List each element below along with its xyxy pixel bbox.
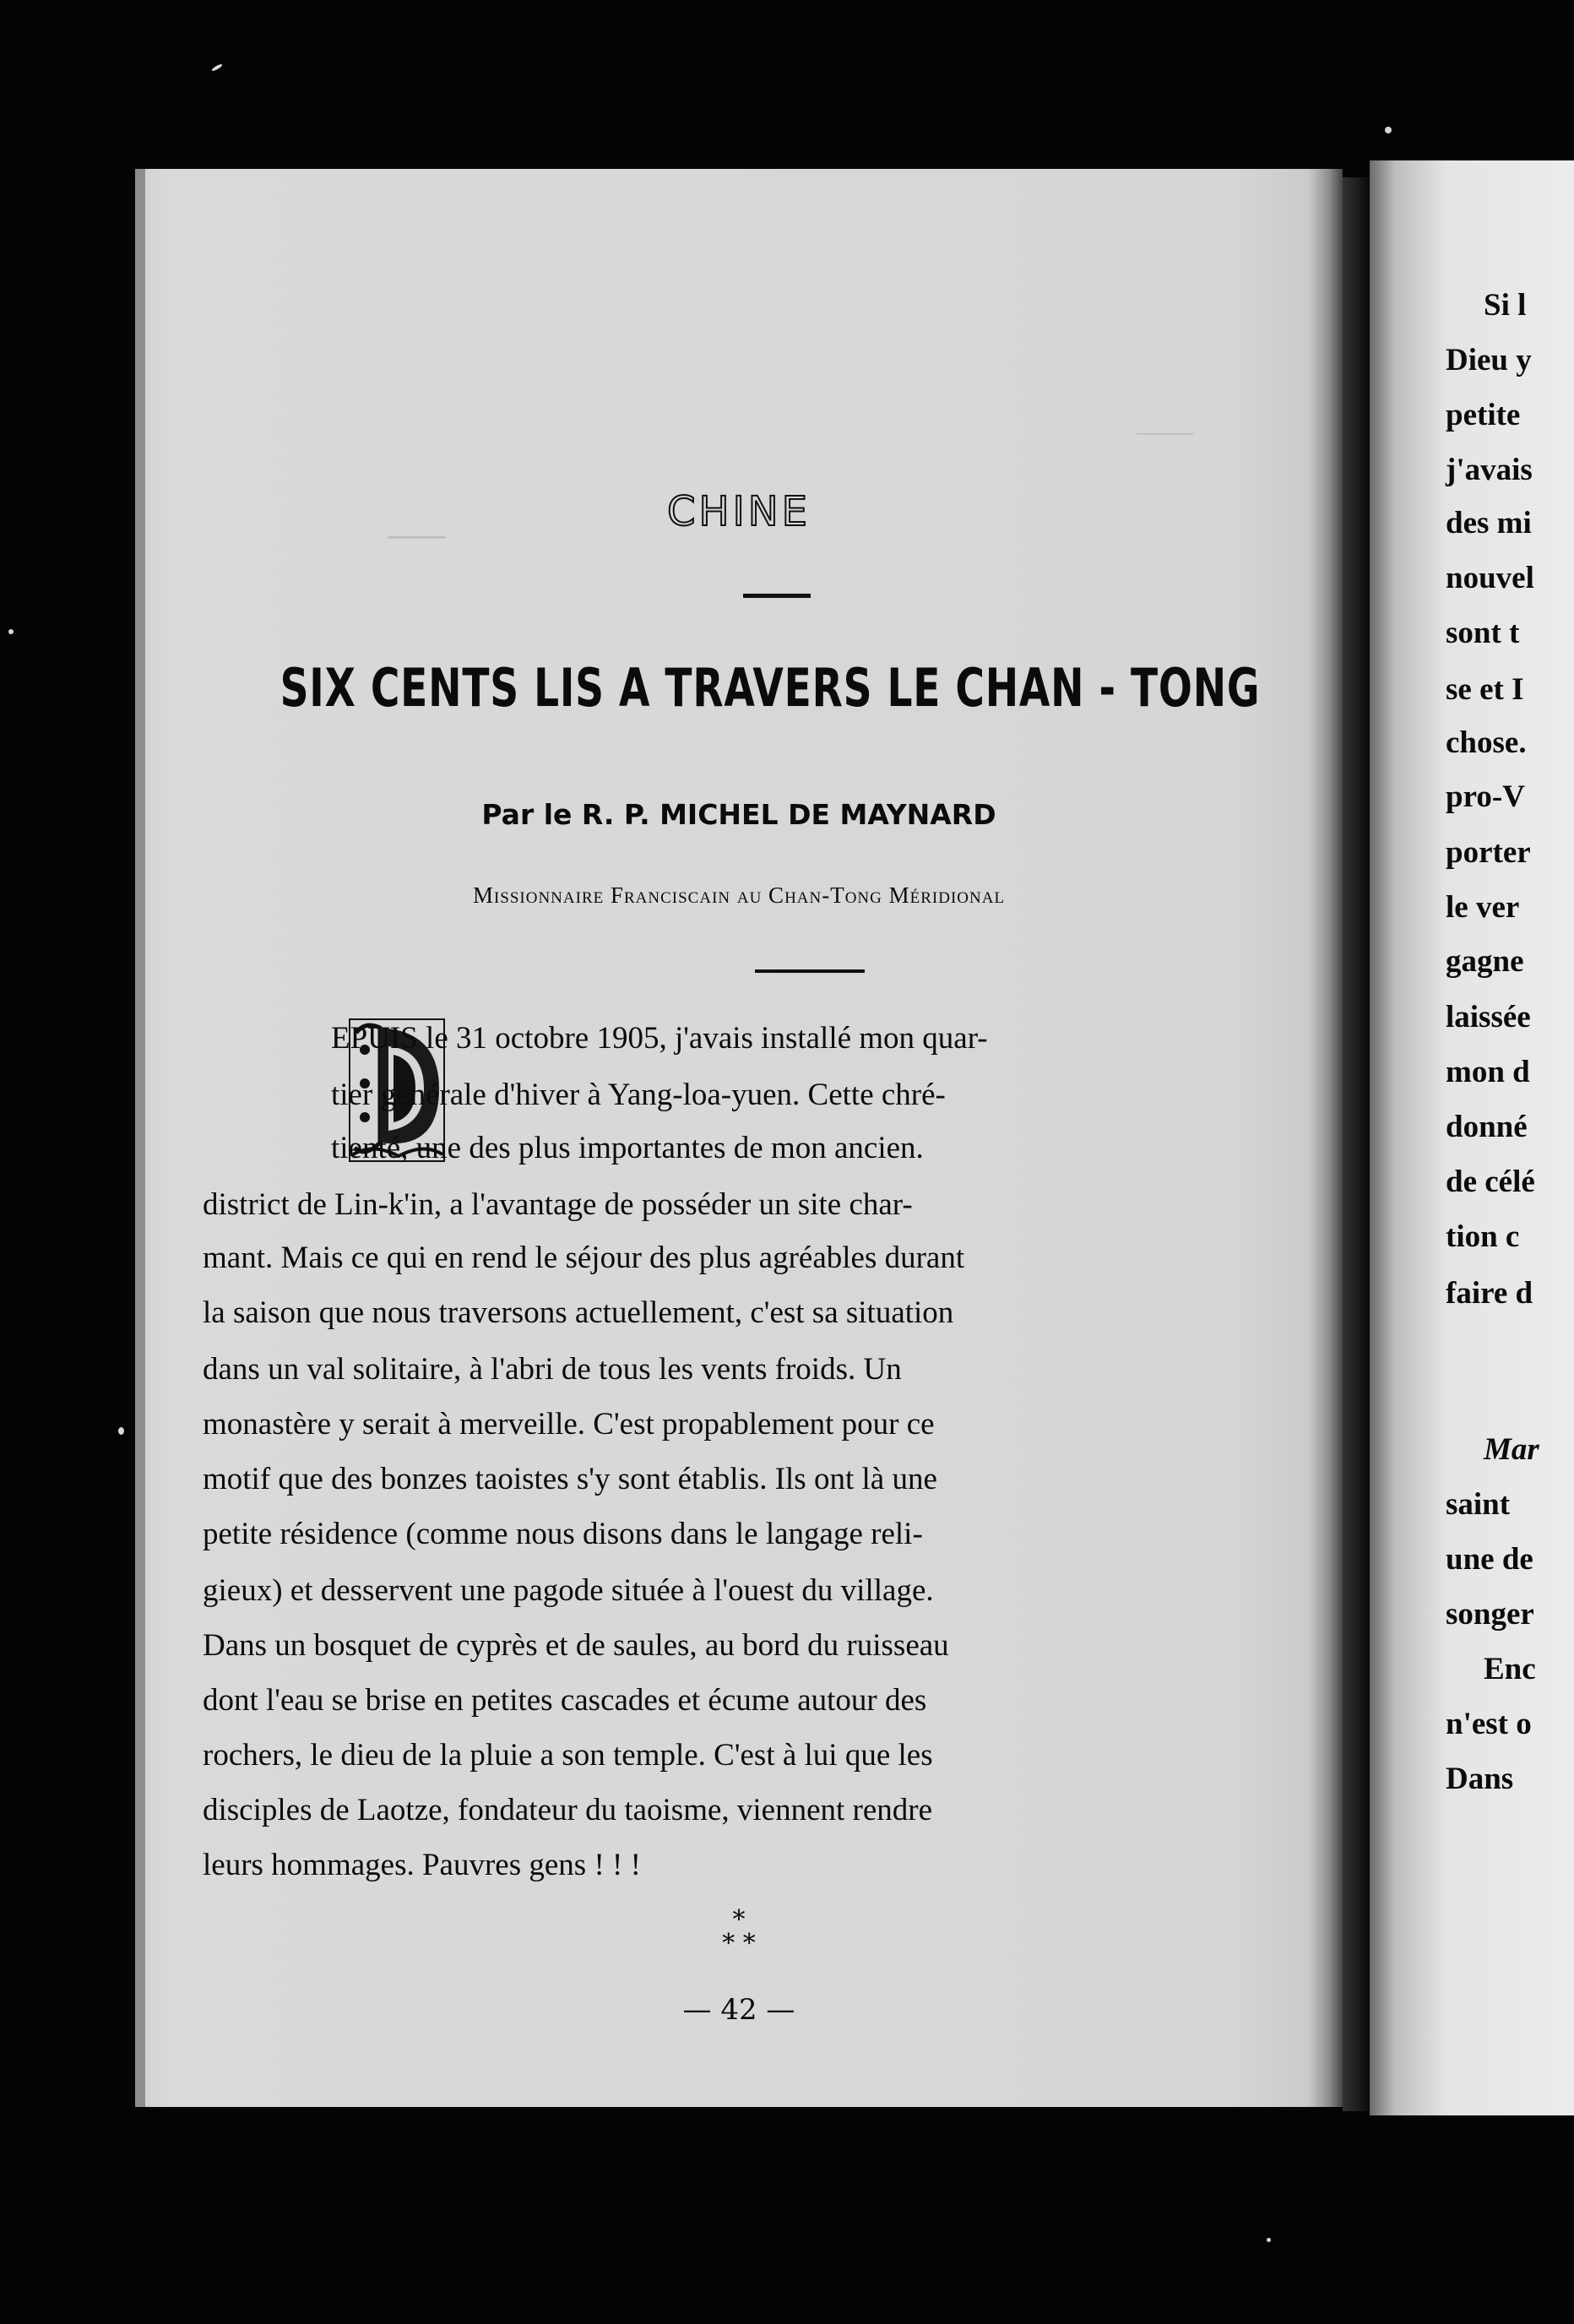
bleed-through-text: ⸻: [1136, 418, 1195, 446]
asterism-bottom: * *: [722, 1929, 756, 1958]
asterism: [135, 1905, 1343, 1958]
right-page-line: Dieu y: [1446, 343, 1532, 377]
body-line: Dans un bosquet de cyprès et de saules, au bord du ruisseau: [203, 1628, 949, 1663]
right-page-line: donné: [1446, 1110, 1528, 1144]
right-page-line: Mar: [1484, 1432, 1539, 1467]
right-page-line: pro-V: [1446, 779, 1525, 814]
right-page-line: nouvel: [1446, 561, 1534, 595]
right-page-line: mon d: [1446, 1055, 1530, 1089]
body-line: EPUIS le 31 octobre 1905, j'avais installé mon quar-: [331, 1021, 988, 1056]
right-page-line: Si l: [1484, 288, 1527, 323]
right-page-line: Dans: [1446, 1762, 1514, 1796]
right-page-line: Enc: [1484, 1652, 1536, 1686]
left-page: [135, 169, 1343, 2107]
section-title: CHINE: [667, 488, 811, 535]
right-page-line: gagne: [1446, 944, 1524, 979]
right-page-line: laissée: [1446, 1000, 1531, 1034]
body-line: leurs hommages. Pauvres gens ! ! !: [203, 1848, 641, 1882]
author-line: Par le R. P. MICHEL DE MAYNARD: [481, 798, 996, 831]
right-page-line: faire d: [1446, 1276, 1533, 1311]
body-line: tienté, une des plus importantes de mon ancien.: [331, 1131, 924, 1165]
right-page-line: petite: [1446, 398, 1521, 432]
body-line: dont l'eau se brise en petites cascades et écume autour des: [203, 1683, 927, 1718]
page-edge-shadow: [135, 169, 145, 2107]
page-number: — 42 —: [682, 1993, 795, 2027]
bleed-through-text: ────: [388, 524, 446, 551]
right-page-line: porter: [1446, 835, 1531, 870]
right-page-line: j'avais: [1446, 453, 1533, 487]
body-line: petite résidence (comme nous disons dans le langage reli-: [203, 1517, 923, 1551]
body-line: dans un val solitaire, à l'abri de tous les vents froids. Un: [203, 1352, 902, 1387]
body-line: monastère y serait à merveille. C'est propablement pour ce: [203, 1407, 935, 1442]
body-line: tier générale d'hiver à Yang-loa-yuen. Cette chré-: [331, 1078, 946, 1112]
right-page-line: tion c: [1446, 1219, 1520, 1254]
right-page-line: chose.: [1446, 725, 1527, 760]
author-affiliation: Missionnaire Franciscain au Chan-Tong Méridional: [472, 882, 1006, 908]
right-page-line: le ver: [1446, 890, 1520, 925]
right-page-line: se et I: [1446, 672, 1524, 707]
article-title: SIX CENTS LIS A TRAVERS LE CHAN - TONG: [280, 657, 1261, 719]
right-page-line: de célé: [1446, 1165, 1535, 1199]
right-page-line: sont t: [1446, 616, 1520, 650]
right-page: [1370, 160, 1574, 2115]
book-gutter: [1343, 177, 1370, 2111]
body-line: district de Lin-k'in, a l'avantage de posséder un site char-: [203, 1187, 913, 1222]
asterism-top: *: [732, 1905, 746, 1935]
right-page-line: saint: [1446, 1487, 1511, 1522]
body-line: motif que des bonzes taoistes s'y sont établis. Ils ont là une: [203, 1462, 937, 1496]
right-page-line: une de: [1446, 1542, 1533, 1577]
body-line: la saison que nous traversons actuellement, c'est sa situation: [203, 1295, 954, 1330]
header-rule: [755, 969, 865, 973]
title-rule: [743, 594, 811, 598]
right-page-line: des mi: [1446, 506, 1532, 540]
right-page-line: songer: [1446, 1597, 1534, 1632]
body-line: disciples de Laotze, fondateur du taoisme, viennent rendre: [203, 1793, 933, 1827]
body-line: rochers, le dieu de la pluie a son temple. C'est à lui que les: [203, 1738, 933, 1773]
right-page-line: n'est o: [1446, 1707, 1532, 1741]
body-line: gieux) et desservent une pagode située à l'ouest du village.: [203, 1573, 934, 1608]
body-line: mant. Mais ce qui en rend le séjour des plus agréables durant: [203, 1241, 965, 1275]
